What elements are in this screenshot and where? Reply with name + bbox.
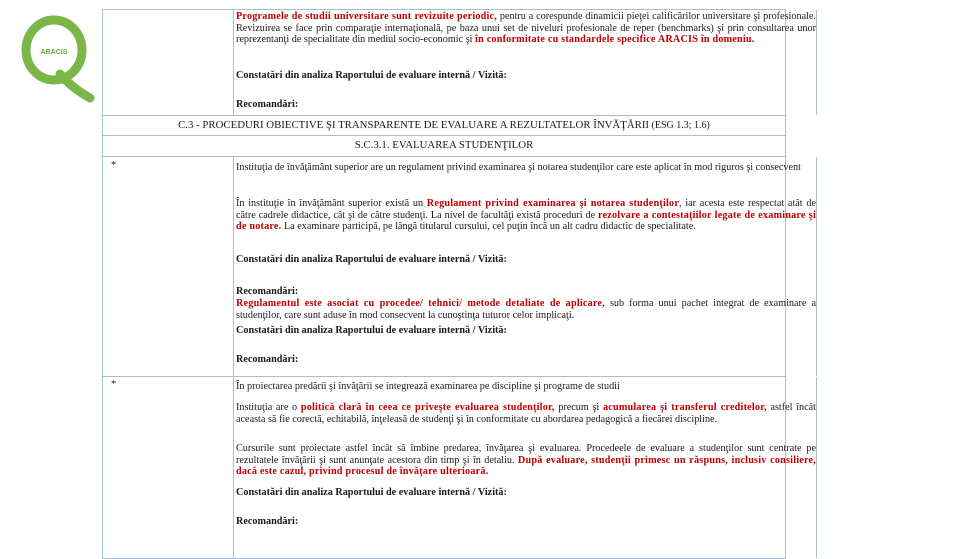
item2-title-row [103, 376, 785, 398]
item2-title: În proiectarea predării şi învăţării se integrează examinarea pe discipline şi programe de studii [236, 381, 620, 392]
intro-constatari: Constatări din analiza Raportului de evaluare internă / Vizită: [236, 70, 507, 81]
section-header-row [103, 115, 785, 135]
item1-constatari2: Constatări din analiza Raportului de evaluare internă / Vizită: [236, 325, 507, 336]
item1-paragraph2: Regulamentul este asociat cu procedee/ tehnici/ metode detaliate de aplicare, sub forma unui pachet integrat de examinare a studenţilor, care sunt aduse în mod consecvent la cunoştinţa tuturor celor implicaţi. [236, 298, 816, 321]
section-subheader-row [103, 135, 785, 156]
intro-row [103, 10, 816, 115]
evaluation-table [102, 9, 816, 559]
section-title: C.3 - PROCEDURI OBIECTIVE ŞI TRANSPARENTE DE EVALUARE A REZULTATELOR ÎNVĂŢĂRII (ESG 1.3; 1.6) [178, 119, 710, 131]
item1-recomandari: Recomandări: [236, 286, 299, 297]
item1-body-row [103, 194, 816, 376]
aracis-q-logo-graphic [20, 12, 98, 104]
item1-title-row [103, 156, 801, 194]
item2-paragraph2: Cursurile sunt proiectate astfel încât să îmbine predarea, învăţarea şi evaluarea. Procedeele de evaluare a studenţilor sunt centrate pe rezultatele învăţării şi sunt anunţate acestora din timp şi în detaliu. După evaluare, studenţii primesc un răspuns, inclusiv consiliere, dacă este cazul, privind procesul de învăţare ulterioară. [236, 443, 816, 478]
intro-recomandari: Recomandări: [236, 99, 299, 110]
item1-constatari: Constatări din analiza Raportului de evaluare internă / Vizită: [236, 254, 507, 265]
item2-bullet: * [111, 379, 117, 390]
item1-paragraph: În instituţie în învăţământ superior există un Regulament privind examinarea şi notarea studenţilor, iar acesta este respectat atât de către cadrele didactice, cât şi de către studenţi. La nivel de facultăţi există proceduri de rezolvare a contestaţiilor legate de examinare şi de notare. La examinare participă, pe lângă titularul cursului, cel puţin încă un alt cadru didactic de specialitate. [236, 198, 816, 233]
item2-paragraph: Instituţia are o politică clară în ceea ce priveşte evaluarea studenţilor, precum şi acumularea şi transferul creditelor, astfel încât aceasta să fie corectă, echitabilă, înţeleasă de studenţi şi în conformitate cu abordarea pedagogică a fiecărei discipline. [236, 402, 816, 425]
logo-label: ARACIS [40, 49, 68, 56]
item1-title: Instituţia de învăţământ superior are un regulament privind examinarea şi notarea studenţilor care este aplicat în mod riguros şi consecvent [236, 162, 801, 173]
item1-recomandari2: Recomandări: [236, 354, 299, 365]
aracis-logo [20, 12, 98, 104]
section-subtitle: S.C.3.1. EVALUAREA STUDENŢILOR [354, 139, 534, 151]
item2-body-row [103, 398, 816, 558]
item2-constatari: Constatări din analiza Raportului de evaluare internă / Vizită: [236, 487, 507, 498]
item2-recomandari: Recomandări: [236, 516, 299, 527]
intro-paragraph: Programele de studii universitare sunt revizuite periodic, pentru a corespunde dinamicii pieţei calificărilor universitare şi profesionale. Revizuirea se face prin comparaţie internaţională, pe baza unui set de niveluri profesionale de reper (benchmarks) şi prin consultarea unor reprezentanţi de specialitate din mediul socio-economic şi în conformitate cu standardele specifice ARACIS în domeniu. [236, 11, 816, 46]
item1-bullet: * [111, 160, 117, 171]
